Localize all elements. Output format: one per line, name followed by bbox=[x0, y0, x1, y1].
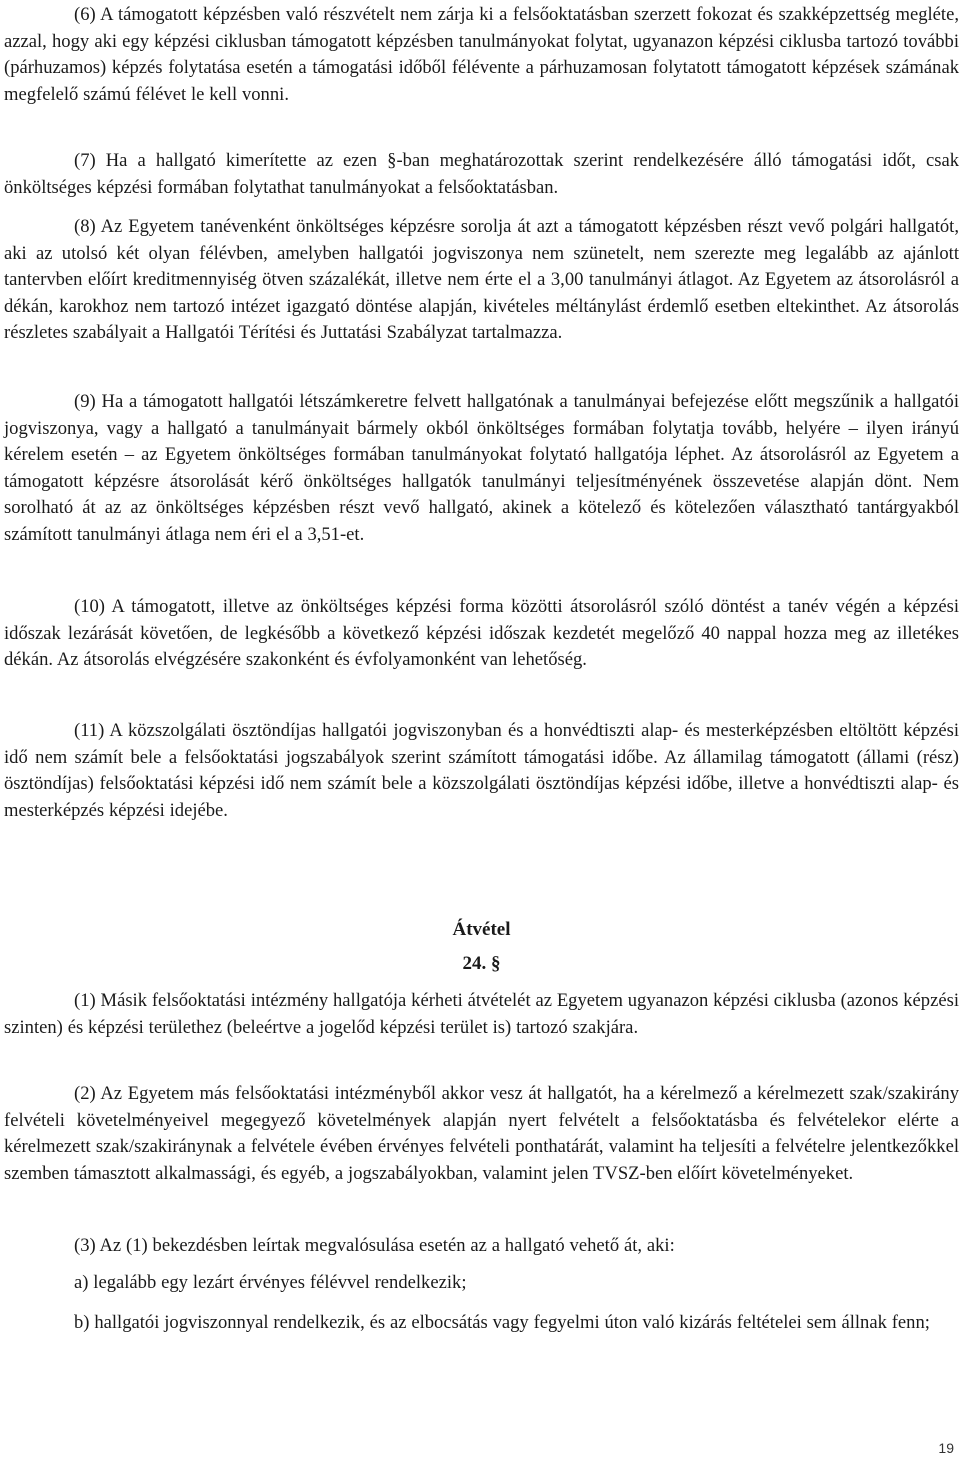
section-paragraph-3a: a) legalább egy lezárt érvényes félévvel rendelkezik; bbox=[74, 1272, 467, 1293]
section-number: 24. § bbox=[462, 953, 501, 974]
paragraph-6: (6) A támogatott képzésben való részvételt nem zárja ki a felsőoktatásban szerzett fokozat és szakképzettség megléte, azzal, hogy aki egy képzési ciklusban támogatott képzésben tanulmányokat folytat, ugyanazon képzési ciklusba tartozó további (párhuzamos) képzés folytatása esetén a támogatási időből félévente a párhuzamosan folytatott támogatott képzések számának megfelelő számú félévet le kell vonni. bbox=[4, 4, 959, 105]
section-paragraph-1: (1) Másik felsőoktatási intézmény hallgatója kérheti átvételét az Egyetem ugyanazon képzési ciklusba (azonos képzési szinten) és képzési területhez (beleértve a jogelőd képzési terület is) tartozó szakjára. bbox=[4, 990, 959, 1038]
page-number: 19 bbox=[938, 1440, 954, 1456]
paragraph-8: (8) Az Egyetem tanévenként önköltséges képzésre sorolja át azt a támogatott képzésben részt vevő polgári hallgatót, aki az utolsó két olyan félévben, amelyben hallgatói jogviszonya nem szünetelt, nem szerezte meg legalább az ajánlott tantervben előírt kreditmennyiség ötven százalékát, illetve nem érte el a 3,00 tanulmányi átlagot. Az Egyetem az átsorolásról a dékán, karokhoz nem tartozó intézet igazgató döntése alapján, kivételes méltánylást érdemlő esetben eltekinthet. Az átsorolás részletes szabályait a Hallgatói Térítési és Juttatási Szabályzat tartalmazza. bbox=[4, 216, 959, 343]
paragraph-11: (11) A közszolgálati ösztöndíjas hallgatói jogviszonyban és a honvédtiszti alap- és mesterképzésben eltöltött képzési idő nem számít bele a felsőoktatási jogszabályok szerint számított támogatási időbe. Az államilag támogatott (állami (rész) ösztöndíjas) felsőoktatási képzési idő nem számít bele a közszolgálati ösztöndíjas képzési időbe, illetve a honvédtiszti alap- és mesterképzés képzési idejébe. bbox=[4, 720, 959, 821]
paragraph-10: (10) A támogatott, illetve az önköltséges képzési forma közötti átsorolásról szóló döntést a tanév végén a képzési időszak lezárását követően, de legkésőbb a következő képzési időszak kezdetét megelőző 40 nappal hozza meg az illetékes dékán. Az átsorolás elvégzésére szakonként és évfolyamonként van lehetőség. bbox=[4, 596, 959, 670]
section-paragraph-3b: b) hallgatói jogviszonnyal rendelkezik, és az elbocsátás vagy fegyelmi úton való kizárás feltételei sem állnak fenn; bbox=[74, 1312, 930, 1333]
section-paragraph-2: (2) Az Egyetem más felsőoktatási intézményből akkor vesz át hallgatót, ha a kérelmező a kérelmezett szak/szakirány felvételi követelményeivel megegyező követelmények alapján nyert felvételt a felsőoktatásba és felvételekor elérte a kérelmezett szak/szakiránynak a felvétele évében érvényes felvételi ponthatárát, valamint ha teljesíti a felvételre jelentkezőkkel szemben támasztott alkalmassági, és egyéb, a jogszabályokban, valamint jelen TVSZ-ben előírt követelményeket. bbox=[4, 1083, 959, 1184]
section-heading: Átvétel bbox=[452, 919, 511, 940]
paragraph-7: (7) Ha a hallgató kimerítette az ezen §-ban meghatározottak szerint rendelkezésére álló támogatási időt, csak önköltséges képzési formában folytathat tanulmányokat a felsőoktatásban. bbox=[4, 150, 959, 198]
paragraph-9: (9) Ha a támogatott hallgatói létszámkeretre felvett hallgatónak a tanulmányai befejezése előtt megszűnik a hallgatói jogviszonya, vagy a hallgató a tanulmányait bármely okból önköltséges formában folytatja tovább, helyére – ilyen irányú kérelem esetén – az Egyetem önköltséges formában tanulmányokat folytató hallgatója léphet. Az átsorolásról az Egyetem a támogatott képzésre átsorolását kérő önköltséges hallgatók tanulmányi teljesítményének összevetése alapján dönt. Nem sorolható át az az önköltséges képzésben részt vevő hallgató, akinek a kötelező és kötelezően választható tantárgyakból számított tanulmányi átlaga nem éri el a 3,51-et. bbox=[4, 391, 959, 545]
section-paragraph-3: (3) Az (1) bekezdésben leírtak megvalósulása esetén az a hallgató vehető át, aki: bbox=[74, 1235, 675, 1256]
